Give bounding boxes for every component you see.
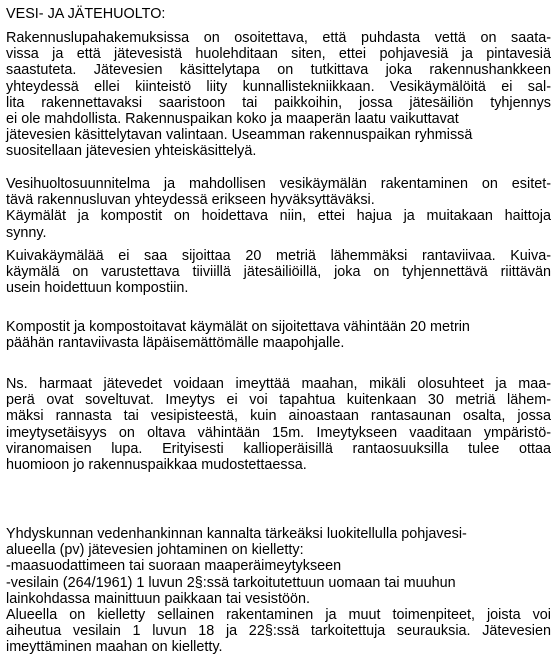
text-line: Alueella on kielletty sellainen rakentaminen ja muut toimenpiteet, joista voi [6,606,551,623]
text-line: synny. [6,224,47,241]
text-line: Rakennuslupahakemuksissa on osoitettava, että puhdasta vettä on saata- [6,30,551,46]
paragraph-3 [6,248,551,297]
text-line: imeytysetäisyys on oltava vähintään 15m. Imeytykseen vaaditaan ympäristö- [6,424,551,441]
text-line: ei ole mahdollista. Rakennuspaikan koko ja maaperän laatu vaikuttavat [6,110,459,127]
paragraph-5 [6,376,551,473]
text-line: aiheutua vesilain 1 luvun 18 ja 22§:ssä tarkoitettuja seurauksia. Jätevesien [6,623,551,640]
text-line: lita rakennettavaksi saaristoon tai paikkoihin, jossa jätesäiliön tyhjennys [6,94,551,111]
text-line: tävä rakennusluvan yhteydessä erikseen hyväksyttäväksi. [6,192,375,209]
text-line: Kompostit ja kompostoitavat käymälät on sijoitettava vähintään 20 metrin [6,319,470,335]
text-line: mäksi rannasta tai vesipisteestä, kuin ainoastaan rantasaunan osalta, jossa [6,408,551,425]
text-line: viranomaisen lupa. Erityisesti kallioperäisillä rantaosuuksilla tulee ottaa [6,440,551,457]
text-line: lainkohdassa mainittuun paikkaan tai vesistöön. [6,590,310,607]
text-line: Vesihuoltosuunnitelma ja mahdollisen vesikäymälän rakentaminen on esitet- [6,176,551,192]
paragraph-1 [6,30,551,160]
text-line: Ns. harmaat jätevedet voidaan imeyttää maahan, mikäli olosuhteet ja maa- [6,376,551,392]
text-line: imeyttäminen maahan on kielletty. [6,639,223,656]
text-line: alueella (pv) jätevesien johtaminen on kielletty: [6,542,304,559]
text-line: usein hoidettuun kompostiin. [6,280,189,297]
text-line: perä ovat soveltuvat. Imeytys ei voi tapahtua kuitenkaan 30 metriä lähem- [6,392,551,409]
text-line: huomioon jo rakennuspaikkaa mudostettaessa. [6,456,307,473]
text-line: -maasuodattimeen tai suoraan maaperäimeytykseen [6,558,342,575]
text-line: yhteydessä ellei kiinteistö liity kunnallistekniikkaan. Vesikäymälöitä ei sal- [6,78,551,95]
text-line: jätevesien käsittelytavan valintaan. Useamman rakennuspaikan ryhmissä [6,127,473,144]
text-line: Käymälät ja kompostit on hoidettava niin, ettei hajua ja muitakaan haittoja [6,208,551,225]
text-line: vissa ja että jätevesistä huolehditaan siten, ettei pohjavesiä ja pintavesiä [6,46,551,63]
text-line: päähän rantaviivasta läpäisemättömälle maapohjalle. [6,335,345,352]
section-title: VESI- JA JÄTEHUOLTO: [6,6,166,22]
paragraph-6 [6,526,551,656]
text-line: suositellaan jätevesien yhteiskäsittelyä. [6,143,257,160]
paragraph-2 [6,176,551,241]
text-line: Yhdyskunnan vedenhankinnan kannalta tärkeäksi luokitellulla pohjavesi- [6,526,467,542]
text-line: -vesilain (264/1961) 1 luvun 2§:ssä tarkoitutettuun uomaan tai muuhun [6,574,456,591]
text-line: Kuivakäymälää ei saa sijoittaa 20 metriä lähemmäksi rantaviivaa. Kuiva- [6,248,551,264]
text-line: saastuteta. Jätevesien käsittelytapa on tutkittava joka rakennushankkeen [6,62,551,79]
paragraph-4 [6,319,551,351]
text-line: käymälä on varustettava tiiviillä jätesäiliöillä, joka on tyhjennettävä riittävän [6,264,551,281]
